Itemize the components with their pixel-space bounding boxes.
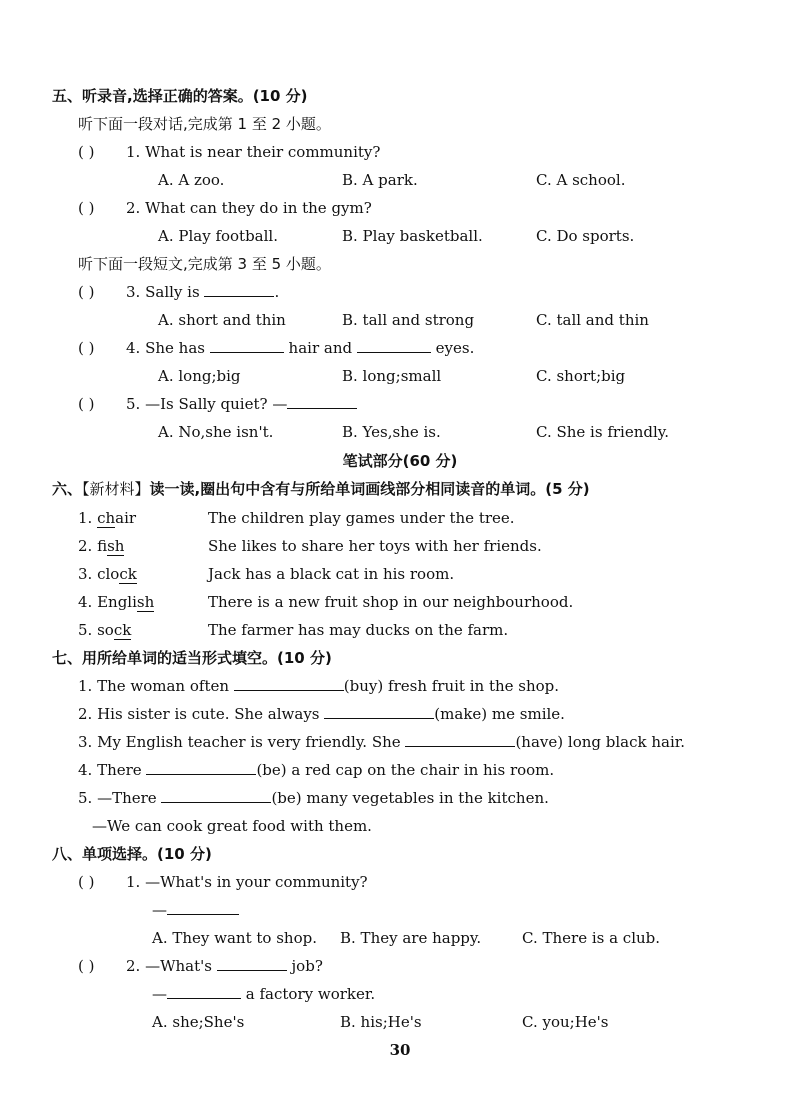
fill-blank[interactable] — [234, 676, 344, 691]
option-5-5-c[interactable]: C. She is friendly. — [536, 423, 670, 441]
fill-blank[interactable] — [161, 788, 271, 803]
answer-paren-5-2[interactable]: ( ) — [78, 199, 95, 217]
answer-paren-5-5[interactable]: ( ) — [78, 395, 95, 413]
question-5-2: 2. What can they do in the gym? — [126, 199, 372, 217]
fill-item-3: 3. My English teacher is very friendly. She (have) long black hair. — [78, 733, 686, 751]
option-8-1-a[interactable]: A. They want to shop. — [152, 929, 317, 947]
question-5-5: 5. —Is Sally quiet? — — [126, 394, 357, 414]
option-8-1-b[interactable]: B. They are happy. — [340, 929, 482, 947]
fill-item-5-reply: —We can cook great food with them. — [92, 817, 372, 835]
fill-blank[interactable] — [167, 984, 241, 999]
fill-blank[interactable] — [217, 956, 287, 971]
phonics-sentence-2[interactable]: She likes to share her toys with her friends. — [208, 537, 542, 555]
fill-item-4: 4. There (be) a red cap on the chair in his room. — [78, 761, 555, 779]
option-8-1-c[interactable]: C. There is a club. — [522, 929, 661, 947]
written-part-heading: 笔试部分(60 分) — [342, 452, 458, 470]
new-material-tag: 【新材料】 — [82, 480, 150, 498]
option-5-1-a[interactable]: A. A zoo. — [158, 171, 225, 189]
answer-paren-5-3[interactable]: ( ) — [78, 283, 95, 301]
option-5-4-a[interactable]: A. long;big — [158, 367, 241, 385]
phonics-word-3: 3. clock — [78, 565, 137, 583]
question-5-4: 4. She has hair and eyes. — [126, 339, 475, 357]
section5-intro-1: 听下面一段对话,完成第 1 至 2 小题。 — [78, 115, 331, 133]
phonics-sentence-5[interactable]: The farmer has may ducks on the farm. — [208, 621, 509, 639]
phonics-word-2: 2. fish — [78, 537, 125, 555]
phonics-sentence-4[interactable]: There is a new fruit shop in our neighbourhood. — [208, 593, 574, 611]
question-8-1: 1. —What's in your community? — [126, 873, 368, 891]
section7-title: 七、用所给单词的适当形式填空。(10 分) — [52, 649, 332, 667]
section6-title: 六、【新材料】读一读,圈出句中含有与所给单词画线部分相同读音的单词。(5 分) — [52, 480, 590, 498]
page-number: 30 — [389, 1041, 411, 1059]
phonics-word-5: 5. sock — [78, 621, 132, 639]
fill-blank[interactable] — [204, 282, 274, 297]
option-5-3-b[interactable]: B. tall and strong — [342, 311, 475, 329]
section8-title: 八、单项选择。(10 分) — [52, 845, 212, 863]
phonics-sentence-3[interactable]: Jack has a black cat in his room. — [208, 565, 455, 583]
answer-paren-8-1[interactable]: ( ) — [78, 873, 95, 891]
answer-paren-8-2[interactable]: ( ) — [78, 957, 95, 975]
option-8-2-c[interactable]: C. you;He's — [522, 1013, 609, 1031]
fill-blank[interactable] — [405, 732, 515, 747]
fill-item-2: 2. His sister is cute. She always (make) me smile. — [78, 705, 565, 723]
question-8-2-reply: — a factory worker. — [152, 985, 376, 1003]
fill-blank[interactable] — [210, 338, 284, 353]
option-5-1-c[interactable]: C. A school. — [536, 171, 626, 189]
option-5-1-b[interactable]: B. A park. — [342, 171, 418, 189]
option-8-2-a[interactable]: A. she;She's — [152, 1013, 245, 1031]
fill-blank[interactable] — [357, 338, 431, 353]
question-8-2: 2. —What's job? — [126, 957, 323, 975]
fill-blank[interactable] — [167, 900, 239, 915]
fill-blank[interactable] — [287, 394, 357, 409]
question-5-1: 1. What is near their community? — [126, 143, 381, 161]
fill-item-1: 1. The woman often (buy) fresh fruit in the shop. — [78, 677, 560, 695]
option-5-5-b[interactable]: B. Yes,she is. — [342, 423, 441, 441]
fill-blank[interactable] — [146, 760, 256, 775]
option-8-2-b[interactable]: B. his;He's — [340, 1013, 422, 1031]
fill-item-5: 5. —There (be) many vegetables in the kitchen. — [78, 789, 549, 807]
option-5-2-b[interactable]: B. Play basketball. — [342, 227, 483, 245]
option-5-4-b[interactable]: B. long;small — [342, 367, 442, 385]
phonics-sentence-1[interactable]: The children play games under the tree. — [208, 509, 515, 527]
option-5-3-a[interactable]: A. short and thin — [158, 311, 286, 329]
option-5-2-a[interactable]: A. Play football. — [158, 227, 278, 245]
section5-title: 五、听录音,选择正确的答案。(10 分) — [52, 87, 308, 105]
phonics-word-1: 1. chair — [78, 509, 137, 527]
option-5-2-c[interactable]: C. Do sports. — [536, 227, 635, 245]
option-5-5-a[interactable]: A. No,she isn't. — [158, 423, 274, 441]
question-5-3: 3. Sally is . — [126, 283, 280, 301]
section5-intro-2: 听下面一段短文,完成第 3 至 5 小题。 — [78, 255, 331, 273]
fill-blank[interactable] — [324, 704, 434, 719]
phonics-word-4: 4. English — [78, 593, 155, 611]
question-8-1-reply: — — [152, 900, 239, 920]
answer-paren-5-1[interactable]: ( ) — [78, 143, 95, 161]
option-5-3-c[interactable]: C. tall and thin — [536, 311, 649, 329]
answer-paren-5-4[interactable]: ( ) — [78, 339, 95, 357]
option-5-4-c[interactable]: C. short;big — [536, 367, 626, 385]
